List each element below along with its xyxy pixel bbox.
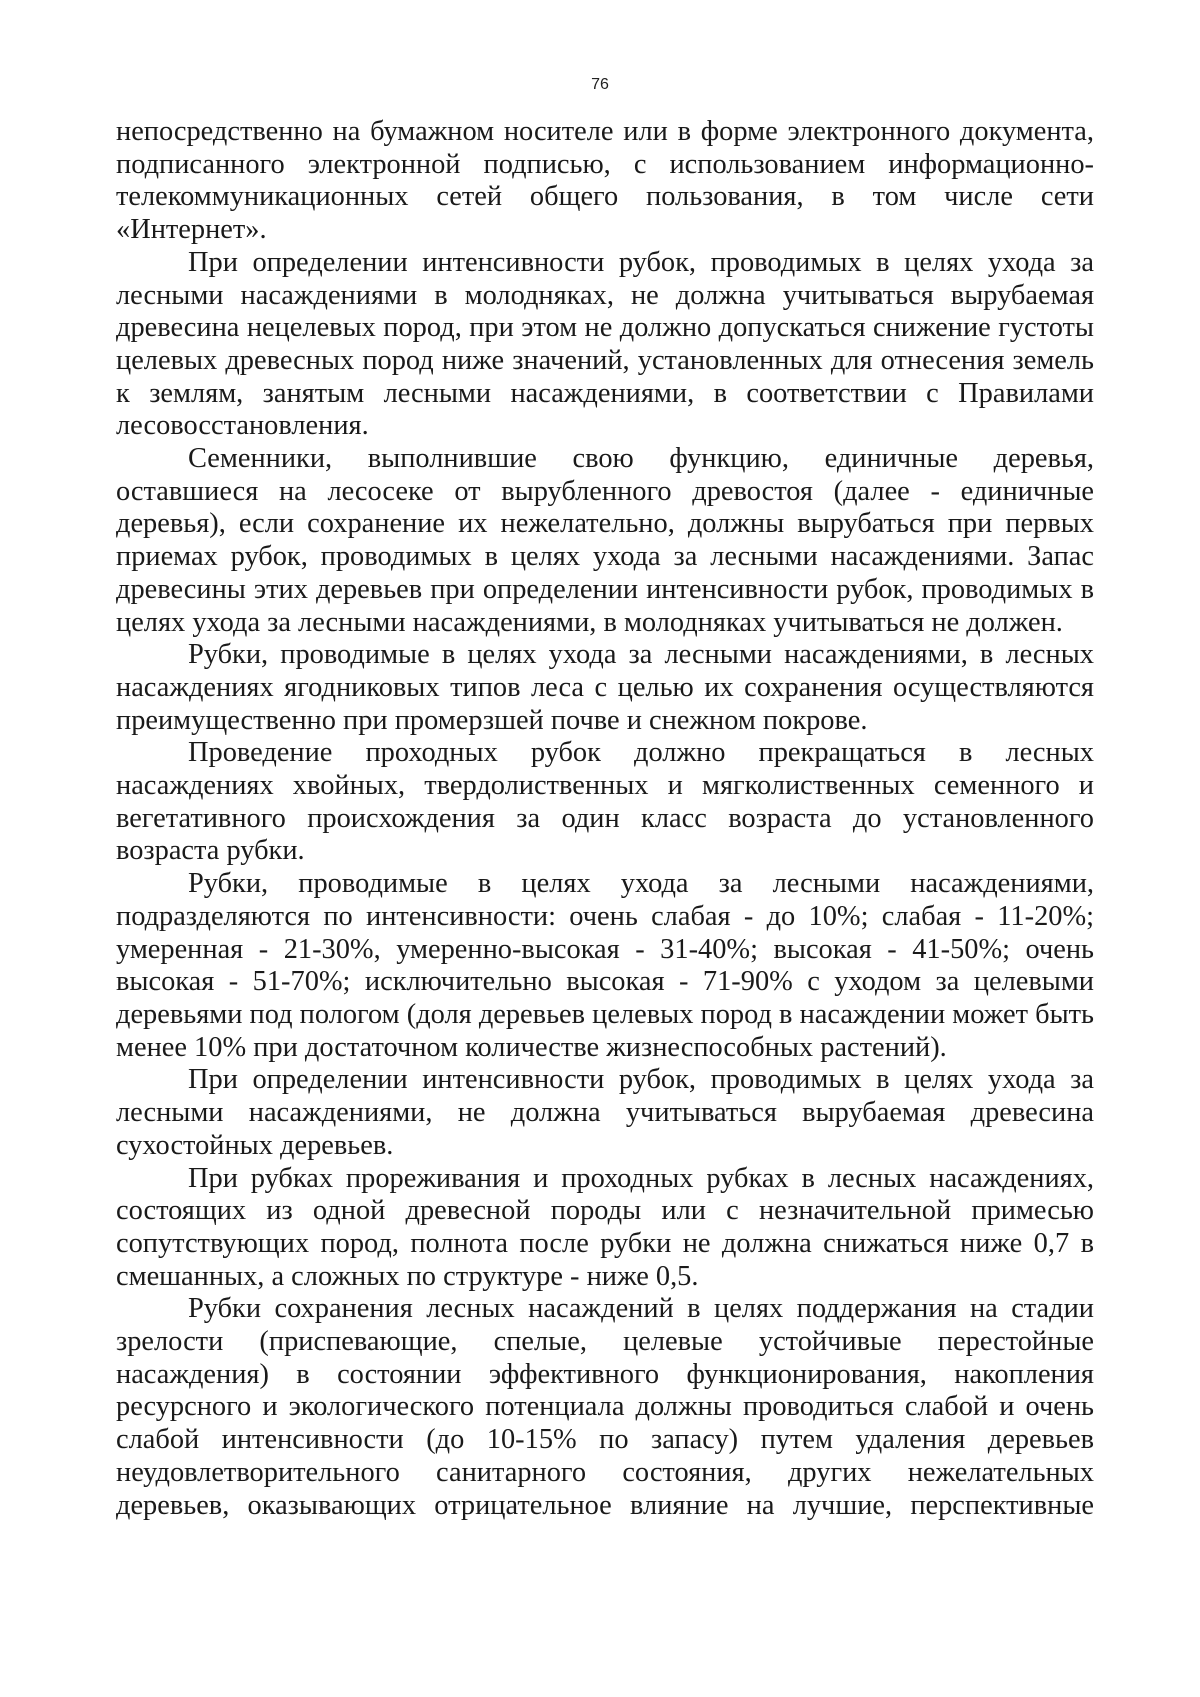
paragraph-6: Рубки, проводимые в целях ухода за лесными насаждениями, подразделяются по интенсивности: очень слабая - до 10%; слабая - 11-20%; умеренная - 21-30%, умеренно-высокая - 31-40%; высокая - 41-50%; очень высокая - 51-70%; исключительно высокая - 71-90% с уходом за целевыми деревьями под пологом (доля деревьев целевых пород в насаждении может быть менее 10% при достаточном количестве жизнеспособных растений). xyxy=(116,868,1094,1063)
document-body xyxy=(116,116,1094,1522)
page-number: 76 xyxy=(591,76,609,93)
paragraph-9: Рубки сохранения лесных насаждений в целях поддержания на стадии зрелости (приспевающие, спелые, целевые устойчивые перестойные насаждения) в состоянии эффективного функционирования, накопления ресурсного и экологического потенциала должны проводиться слабой и очень слабой интенсивности (до 10-15% по запасу) путем удаления деревьев неудовлетворительного санитарного состояния, других нежелательных деревьев, оказывающих отрицательное влияние на лучшие, перспективные xyxy=(116,1293,1094,1521)
paragraph-3: Семенники, выполнившие свою функцию, единичные деревья, оставшиеся на лесосеке от вырубленного древостоя (далее - единичные деревья), если сохранение их нежелательно, должны вырубаться при первых приемах рубок, проводимых в целях ухода за лесными насаждениями. Запас древесины этих деревьев при определении интенсивности рубок, проводимых в целях ухода за лесными насаждениями, в молодняках учитываться не должен. xyxy=(116,443,1094,638)
paragraph-7: При определении интенсивности рубок, проводимых в целях ухода за лесными насаждениями, не должна учитываться вырубаемая древесина сухостойных деревьев. xyxy=(116,1064,1094,1161)
paragraph-2: При определении интенсивности рубок, проводимых в целях ухода за лесными насаждениями в молодняках, не должна учитываться вырубаемая древесина нецелевых пород, при этом не должно допускаться снижение густоты целевых древесных пород ниже значений, установленных для отнесения земель к землям, занятым лесными насаждениями, в соответствии с Правилами лесовосстановления. xyxy=(116,246,1094,442)
paragraph-4: Рубки, проводимые в целях ухода за лесными насаждениями, в лесных насаждениях ягодниковых типов леса с целью их сохранения осуществляются преимущественно при промерзшей почве и снежном покрове. xyxy=(116,639,1094,736)
paragraph-1: непосредственно на бумажном носителе или в форме электронного документа, подписанного электронной подписью, с использованием информационно-телекоммуникационных сетей общего пользования, в том числе сети «Интернет». xyxy=(116,116,1094,246)
paragraph-5: Проведение проходных рубок должно прекращаться в лесных насаждениях хвойных, твердолиственных и мягколиственных семенного и вегетативного происхождения за один класс возраста до установленного возраста рубки. xyxy=(116,737,1094,867)
paragraph-8: При рубках прореживания и проходных рубках в лесных насаждениях, состоящих из одной древесной породы или с незначительной примесью сопутствующих пород, полнота после рубки не должна снижаться ниже 0,7 в смешанных, а сложных по структуре - ниже 0,5. xyxy=(116,1162,1094,1292)
